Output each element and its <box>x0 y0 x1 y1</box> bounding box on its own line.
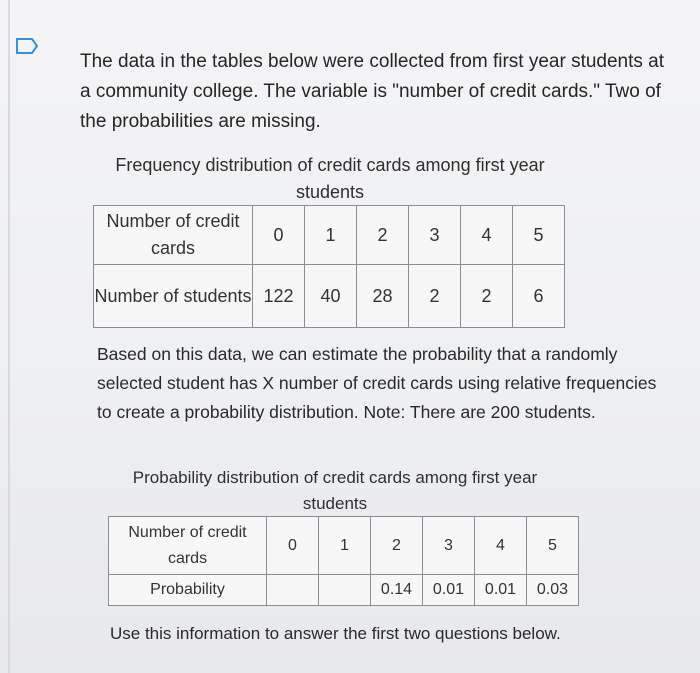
table-cell: 0.14 <box>371 575 423 606</box>
row-label-probability: Probability <box>109 575 267 606</box>
table-cell: 4 <box>461 206 513 265</box>
row-label-credit-cards: Number of credit cards <box>109 517 267 575</box>
table-cell: 0.01 <box>423 575 475 606</box>
table-cell: 2 <box>461 265 513 328</box>
table-cell: 0 <box>267 517 319 575</box>
table-cell: 5 <box>527 517 579 575</box>
table1-caption: Frequency distribution of credit cards among first year students <box>115 155 545 202</box>
probability-table <box>108 516 579 606</box>
table-cell: 2 <box>371 517 423 575</box>
table-row <box>109 575 579 606</box>
closing-instruction: Use this information to answer the first two questions below. <box>110 624 561 643</box>
frequency-table <box>93 205 565 328</box>
table-cell: 28 <box>357 265 409 328</box>
left-margin-rule <box>8 0 10 673</box>
row-label-students: Number of students <box>94 265 253 328</box>
tag-icon <box>16 38 38 54</box>
explanation-paragraph: Based on this data, we can estimate the probability that a randomly selected student has X number of credit cards using relative frequencies to create a probability distribution. Note: There are 200 students. <box>97 344 657 422</box>
table2-caption: Probability distribution of credit cards among first year students <box>132 468 538 513</box>
table-cell: 0.01 <box>475 575 527 606</box>
intro-paragraph: The data in the tables below were collected from first year students at a community college. The variable is "number of credit cards." Two of the probabilities are missing. <box>80 51 665 132</box>
table-cell: 2 <box>409 265 461 328</box>
table-cell: 6 <box>513 265 565 328</box>
table-cell: 0.03 <box>527 575 579 606</box>
table-cell: 3 <box>409 206 461 265</box>
table-cell: 3 <box>423 517 475 575</box>
table-row <box>94 265 565 328</box>
table-cell: 1 <box>305 206 357 265</box>
table-cell: 0 <box>253 206 305 265</box>
table-cell: 4 <box>475 517 527 575</box>
missing-probability-cell <box>267 575 319 606</box>
table-row <box>109 517 579 575</box>
table-cell: 1 <box>319 517 371 575</box>
table-cell: 2 <box>357 206 409 265</box>
table-cell: 40 <box>305 265 357 328</box>
table-row <box>94 206 565 265</box>
table-cell: 122 <box>253 265 305 328</box>
row-label-credit-cards: Number of credit cards <box>94 206 253 265</box>
missing-probability-cell <box>319 575 371 606</box>
table-cell: 5 <box>513 206 565 265</box>
